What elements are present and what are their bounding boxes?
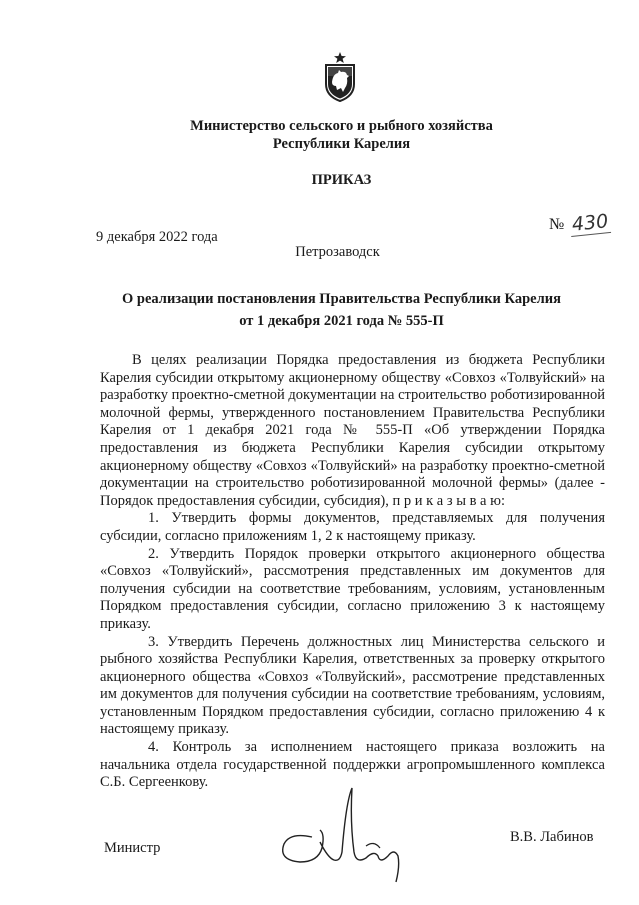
order-number <box>549 212 611 235</box>
number-sign: № <box>549 216 565 233</box>
document-heading-line2: от 1 декабря 2021 года № 555-П <box>239 313 444 329</box>
handwritten-signature <box>270 782 420 892</box>
order-date: 9 декабря 2022 года <box>96 229 218 245</box>
order-item-4: 4. Контроль за исполнением настоящего приказа возложить на начальника отдела государственной поддержки агропромышленного комплекса С.Б. Сергеенкову. <box>100 739 605 791</box>
order-city: Петрозаводск <box>295 244 380 260</box>
order-item-2: 2. Утвердить Порядок проверки открытого акционерного общества «Совхоз «Толвуйский», рассмотрения представленных им документов для получения субсидии на соответствие требованиям, условиям, установленным Порядком предоставления субсидии, согласно приложению 3 к настоящему приказу. <box>100 545 605 632</box>
intro-paragraph: В целях реализации Порядка предоставления из бюджета Республики Карелия субсидии открытому акционерному обществу «Совхоз «Толвуйский» на разработку проектно-сметной документации на строительство роботизированной молочной фермы, утвержденного постановлением Правительства Республики Карелия от 1 декабря 2021 года № 555-П «Об утверждении Порядка предоставления из бюджета Республики Карелия субсидии открытому акционерному обществу «Совхоз «Толвуйский» на разработку проектно-сметной документации на строительство роботизированной молочной фермы» (далее - Порядок предоставления субсидии, субсидия), п р и к а з ы в а ю: <box>100 352 605 509</box>
order-item-3: 3. Утвердить Перечень должностных лиц Министерства сельского и рыбного хозяйства Республики Карелия, ответственных за проверку открытого акционерного общества «Совхоз «Толвуйский», рассмотрение представленных им документов для получения субсидии на соответствие требованиям, условиям, установленным Порядком предоставления субсидии, согласно приложению 4 к настоящему приказу. <box>100 633 605 738</box>
document-type: ПРИКАЗ <box>311 172 372 188</box>
signatory-name: В.В. Лабинов <box>510 829 594 845</box>
ministry-name-line2: Республики Карелия <box>272 136 411 152</box>
ministry-name-line1: Министерство сельского и рыбного хозяйства <box>190 118 493 134</box>
document-heading-line1: О реализации постановления Правительства Республики Карелия <box>122 291 561 307</box>
order-number-value: 430 <box>569 210 611 237</box>
signatory-position: Министр <box>104 840 161 856</box>
document-body <box>100 352 605 792</box>
order-item-1: 1. Утвердить формы документов, представляемых для получения субсидии, согласно приложениям 1, 2 к настоящему приказу. <box>100 510 605 544</box>
karelia-coat-of-arms-icon <box>323 52 357 102</box>
city-line <box>0 244 639 261</box>
